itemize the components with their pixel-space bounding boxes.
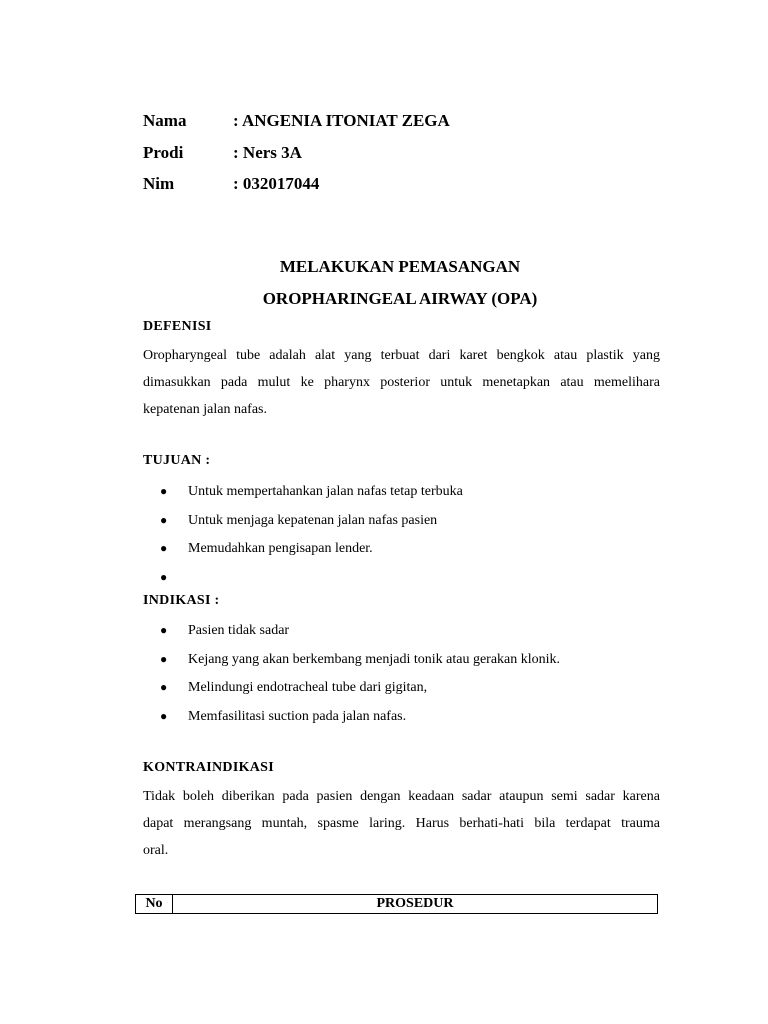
- kontraindikasi-line: Tidak boleh diberikan pada pasien dengan keadaan sadar ataupun semi sadar karena: [143, 789, 660, 804]
- tujuan-heading: TUJUAN :: [143, 453, 211, 468]
- bullet-icon: ●: [160, 623, 168, 637]
- indikasi-list: [160, 620, 560, 734]
- bullet-icon: ●: [160, 708, 168, 723]
- nim-value: : 032017044: [233, 174, 320, 193]
- document-title-line-1: MELAKUKAN PEMASANGAN: [279, 257, 521, 276]
- defenisi-line: Oropharyngeal tube adalah alat yang terbuat dari karet bengkok atau plastik yang: [143, 348, 660, 363]
- tujuan-item-text: Untuk menjaga kepatenan jalan nafas pasien: [188, 512, 438, 528]
- bullet-icon: ●: [160, 569, 168, 584]
- nim-row: [143, 173, 319, 195]
- kontraindikasi-line: dapat merangsang muntah, spasme laring. Harus berhati-hati bila terdapat trauma: [143, 816, 660, 831]
- indikasi-heading: INDIKASI :: [143, 593, 220, 608]
- list-item: [160, 538, 463, 567]
- list-item: [160, 706, 560, 735]
- nim-label: Nim: [143, 174, 175, 193]
- indikasi-item-text: Memfasilitasi suction pada jalan nafas.: [188, 708, 407, 724]
- defenisi-paragraph: [143, 346, 660, 427]
- bullet-icon: ●: [160, 651, 168, 666]
- table-row: [136, 895, 658, 914]
- defenisi-line: kepatenan jalan nafas.: [143, 402, 267, 417]
- bullet-icon: ●: [160, 541, 168, 555]
- bullet-icon: ●: [160, 484, 168, 498]
- prosedur-table: [135, 894, 658, 914]
- list-item: [160, 510, 463, 539]
- tujuan-list: [160, 481, 463, 595]
- prodi-row: [143, 142, 302, 164]
- table-header-no: No: [136, 895, 173, 914]
- kontraindikasi-heading: KONTRAINDIKASI: [143, 760, 274, 775]
- prodi-label: Prodi: [143, 143, 184, 162]
- tujuan-item-text: Untuk mempertahankan jalan nafas tetap terbuka: [188, 484, 463, 499]
- indikasi-item-text: Melindungi endotracheal tube dari gigitan,: [188, 680, 428, 695]
- kontraindikasi-paragraph: [143, 787, 660, 868]
- bullet-icon: ●: [160, 680, 168, 694]
- nama-row: [143, 110, 450, 132]
- defenisi-heading: DEFENISI: [143, 319, 212, 334]
- list-item: [160, 620, 560, 649]
- table-header-prosedur: PROSEDUR: [173, 895, 658, 914]
- list-item: [160, 649, 560, 678]
- document-title-line-2: OROPHARINGEAL AIRWAY (OPA): [262, 289, 538, 308]
- list-item: [160, 481, 463, 510]
- bullet-icon: ●: [160, 512, 168, 527]
- kontraindikasi-line: oral.: [143, 843, 169, 858]
- tujuan-item-text: Memudahkan pengisapan lender.: [188, 541, 373, 556]
- list-item: [160, 677, 560, 706]
- indikasi-item-text: Pasien tidak sadar: [188, 623, 290, 638]
- nama-value: : ANGENIA ITONIAT ZEGA: [233, 111, 450, 130]
- defenisi-line: dimasukkan pada mulut ke pharynx posterior untuk menetapkan atau memelihara: [143, 375, 660, 390]
- prodi-value: : Ners 3A: [233, 143, 302, 162]
- indikasi-item-text: Kejang yang akan berkembang menjadi tonik atau gerakan klonik.: [188, 651, 561, 667]
- nama-label: Nama: [143, 111, 187, 130]
- list-item: [160, 567, 463, 596]
